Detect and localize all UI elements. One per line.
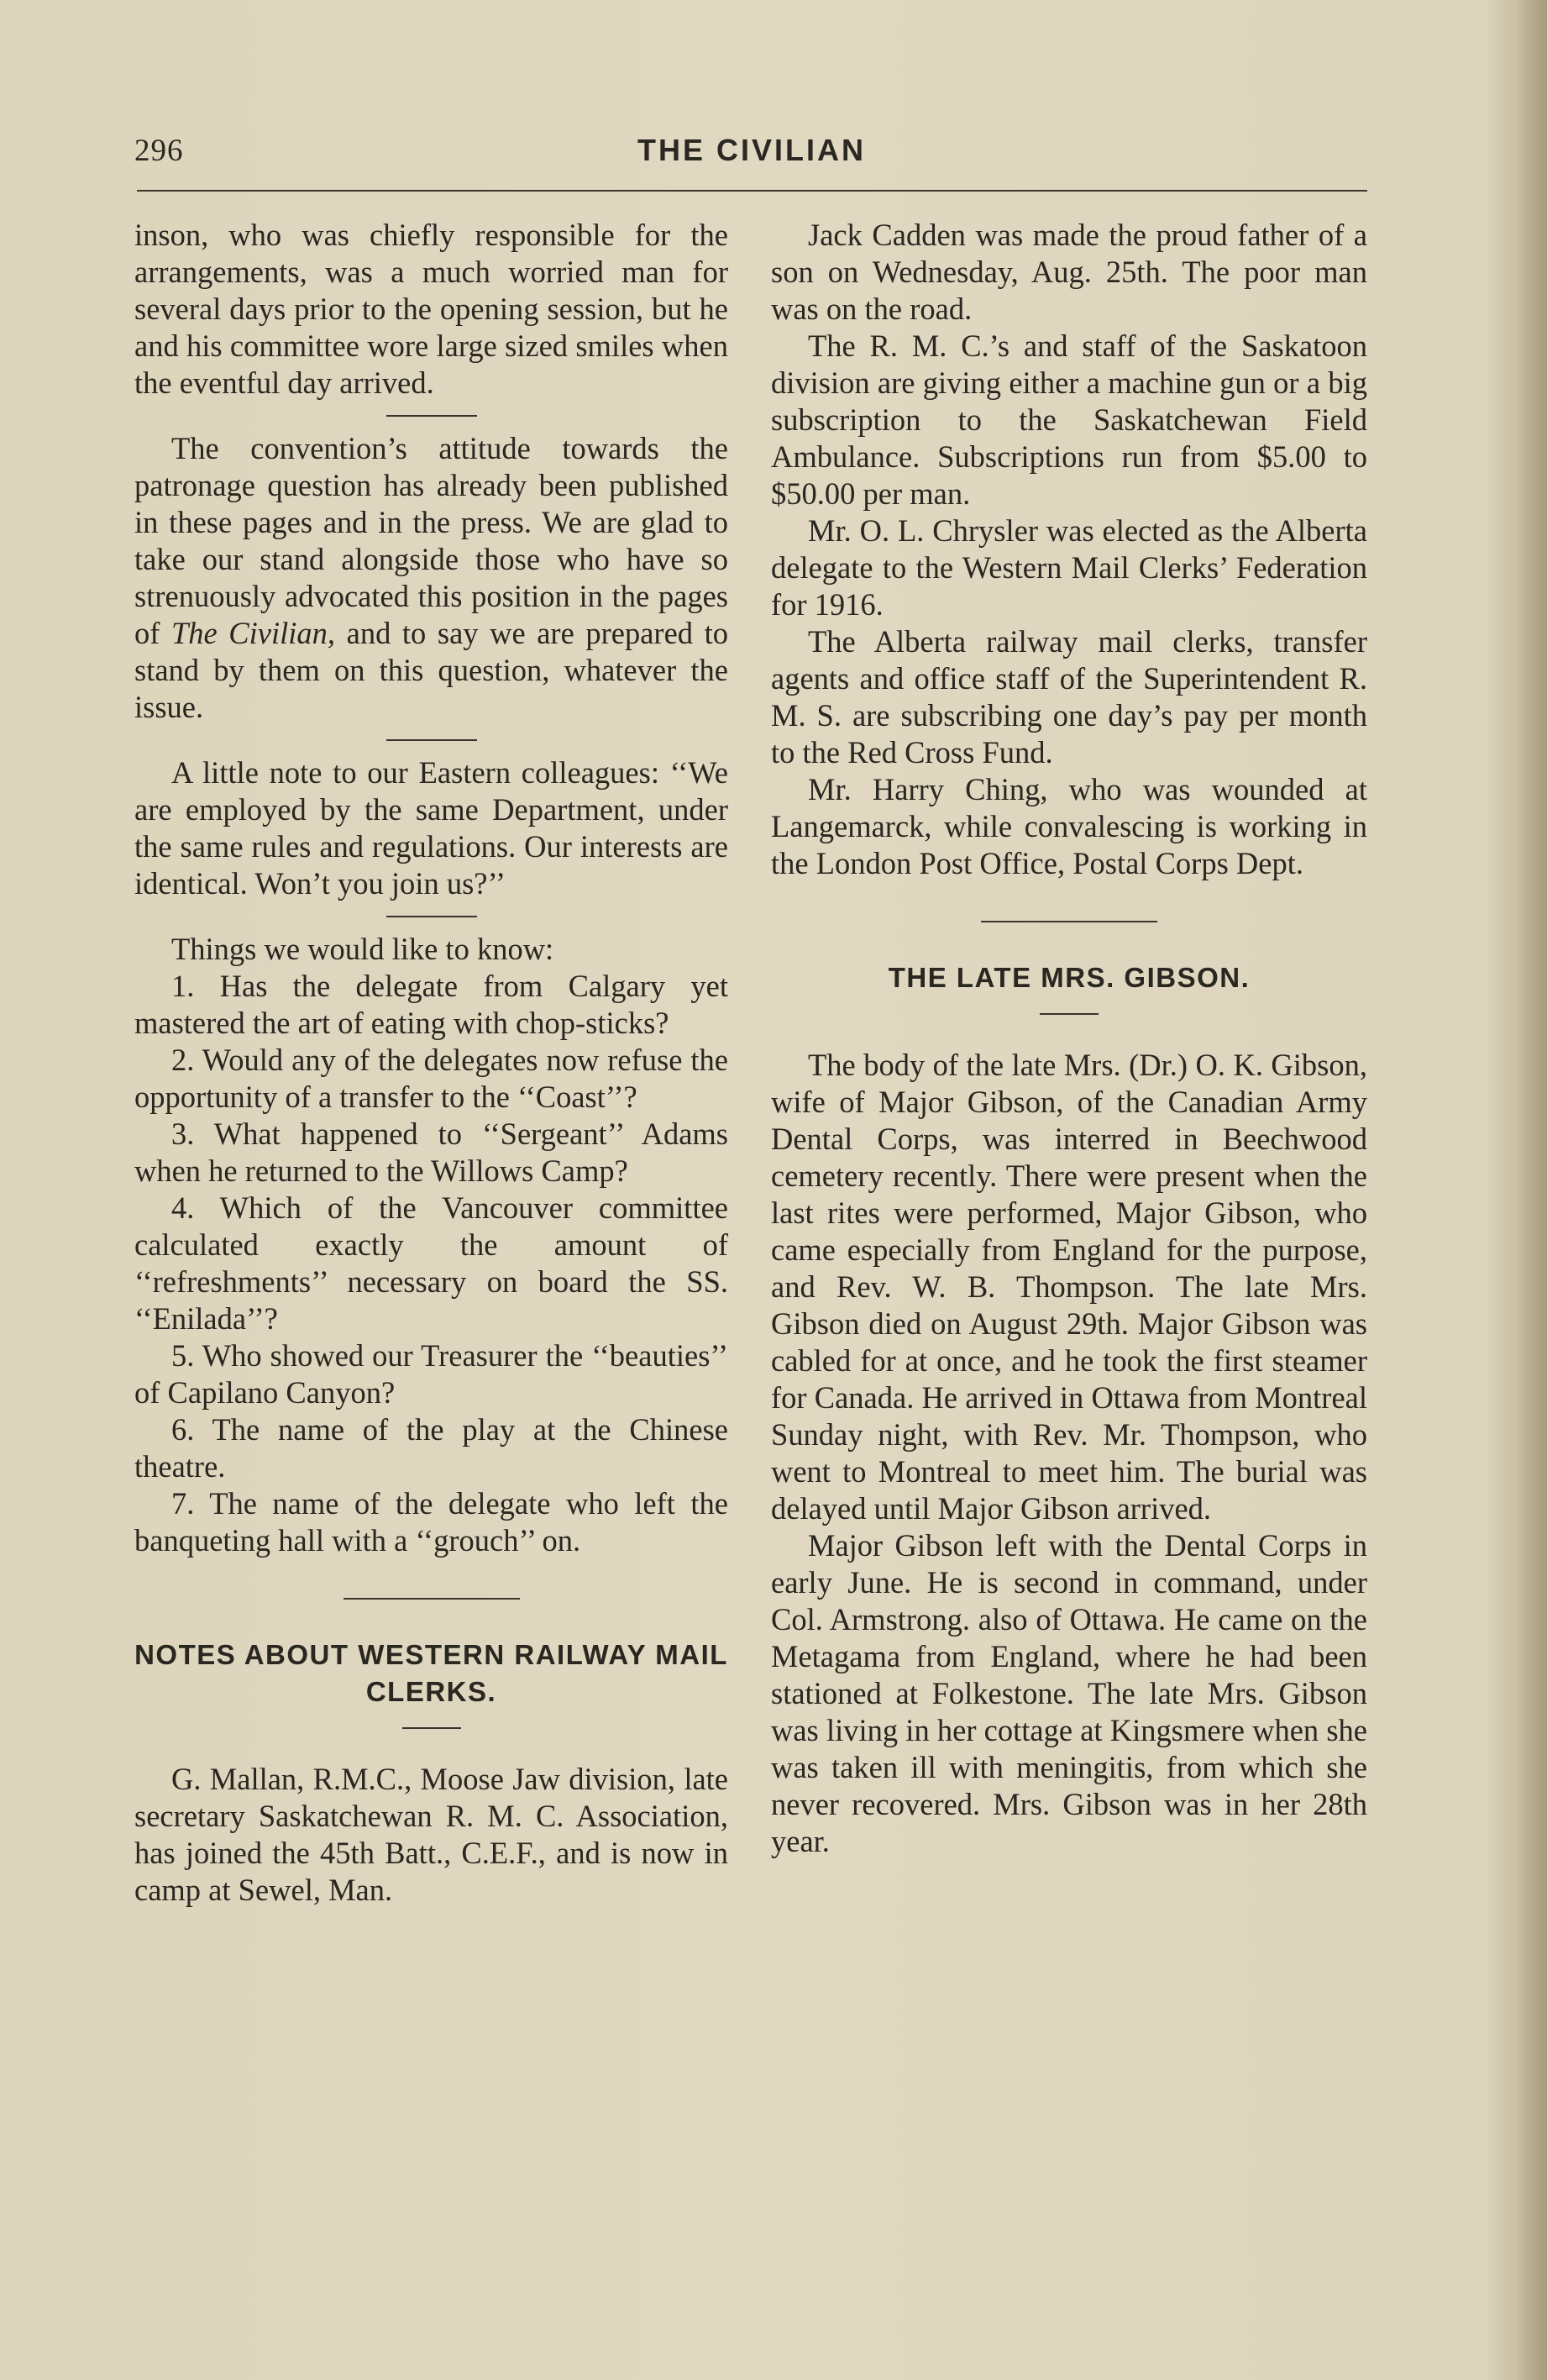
page-number: 296	[134, 134, 184, 168]
list-item: 2. Would any of the delegates now refuse the opportunity of a transfer to the ‘‘Coast’’?	[134, 1043, 728, 1114]
list-item: 5. Who showed our Treasurer the ‘‘beauties’’ of Capilano Canyon?	[134, 1338, 728, 1410]
gibson-heading: THE LATE MRS. GIBSON.	[888, 962, 1251, 993]
heading-rule	[1040, 1013, 1099, 1015]
news-item: Jack Cadden was made the proud father of a son on Wednesday, Aug. 25th. The poor man was on the road.	[771, 218, 1367, 326]
right-column	[771, 217, 1367, 1860]
gibson-paragraph-1: The body of the late Mrs. (Dr.) O. K. Gibson, wife of Major Gibson, of the Canadian Army Dental Corps, was interred in Beechwood cemetery recently. There were present when the last rites were performed, Major Gibson, who came especially from England for the purpose, and Rev. W. B. Thompson. The late Mrs. Gibson died on August 29th. Major Gibson was cabled for at once, and he took the first steamer for Canada. He arrived in Ottawa from Montreal Sunday night, with Rev. Mr. Thompson, who went to Montreal to meet him. The burial was delayed until Major Gibson arrived.	[771, 1048, 1367, 1526]
list-item: 6. The name of the play at the Chinese theatre.	[134, 1412, 728, 1484]
section-divider	[386, 739, 477, 741]
mallan-paragraph: G. Mallan, R.M.C., Moose Jaw division, late secretary Saskatchewan R. M. C. Association, has joined the 45th Batt., C.E.F., and is now in camp at Sewel, Man.	[134, 1762, 728, 1907]
header-rule	[137, 190, 1367, 192]
section-divider	[386, 415, 477, 417]
notes-heading: NOTES ABOUT WESTERN RAILWAY MAIL CLERKS.	[134, 1639, 728, 1707]
things-intro: Things we would like to know:	[171, 932, 554, 966]
section-divider	[386, 916, 477, 917]
gibson-paragraph-2: Major Gibson left with the Dental Corps in early June. He is second in command, under Col. Armstrong. also of Ottawa. He came on the Metagama from England, where he had been stationed at Folkestone. The late Mrs. Gibson was living in her cottage at Kingsmere when she was taken ill with meningitis, from which she never recovered. Mrs. Gibson was in her 28th year.	[771, 1528, 1367, 1858]
news-item: Mr. O. L. Chrysler was elected as the Alberta delegate to the Western Mail Clerks’ Federation for 1916.	[771, 513, 1367, 622]
left-column	[134, 217, 728, 1909]
list-item: 1. Has the delegate from Calgary yet mastered the art of eating with chop-sticks?	[134, 969, 728, 1040]
news-item: Mr. Harry Ching, who was wounded at Langemarck, while convalescing is working in the London Post Office, Postal Corps Dept.	[771, 772, 1367, 880]
page-header	[134, 133, 1369, 175]
patronage-paragraph	[134, 430, 728, 726]
continued-paragraph: inson, who was chiefly responsible for the arrangements, was a much worried man for several days prior to the opening session, but he and his committee wore large sized smiles when the eventful day arrived.	[134, 218, 728, 400]
news-item: The Alberta railway mail clerks, transfer agents and office staff of the Superintendent R. M. S. are subscribing one day’s pay per month to the Red Cross Fund.	[771, 624, 1367, 770]
patronage-text-end: and to say we are prepared to stand by them on this question, whatever the issue.	[134, 616, 728, 724]
list-item: 4. Which of the Vancouver committee calculated exactly the amount of ‘‘refreshments’’ necessary on board the SS. ‘‘Enilada’’?	[134, 1190, 728, 1336]
eastern-colleagues-paragraph: A little note to our Eastern colleagues: ‘‘We are employed by the same Department, under the same rules and regulations. Our interests are identical. Won’t you join us?’’	[134, 755, 728, 901]
news-item: The R. M. C.’s and staff of the Saskatoon division are giving either a machine gun or a big subscription to the Saskatchewan Field Ambulance. Subscriptions run from $5.00 to $50.00 per man.	[771, 328, 1367, 511]
page-spine-shadow	[1513, 0, 1547, 2380]
article-divider	[981, 921, 1157, 922]
journal-title: THE CIVILIAN	[637, 133, 866, 167]
article-divider	[343, 1598, 520, 1600]
list-item: 7. The name of the delegate who left the banqueting hall with a ‘‘grouch’’ on.	[134, 1486, 728, 1558]
civilian-title-italic: The Civilian,	[170, 616, 336, 650]
list-item: 3. What happened to ‘‘Sergeant’’ Adams when he returned to the Willows Camp?	[134, 1116, 728, 1188]
heading-rule	[402, 1727, 461, 1729]
patronage-text-start: The convention’s attitude towards the patronage question has already been published in these pages and in the press. We are glad to take our stand alongside those who have so strenuously advocated this position in the pages of	[134, 431, 728, 650]
